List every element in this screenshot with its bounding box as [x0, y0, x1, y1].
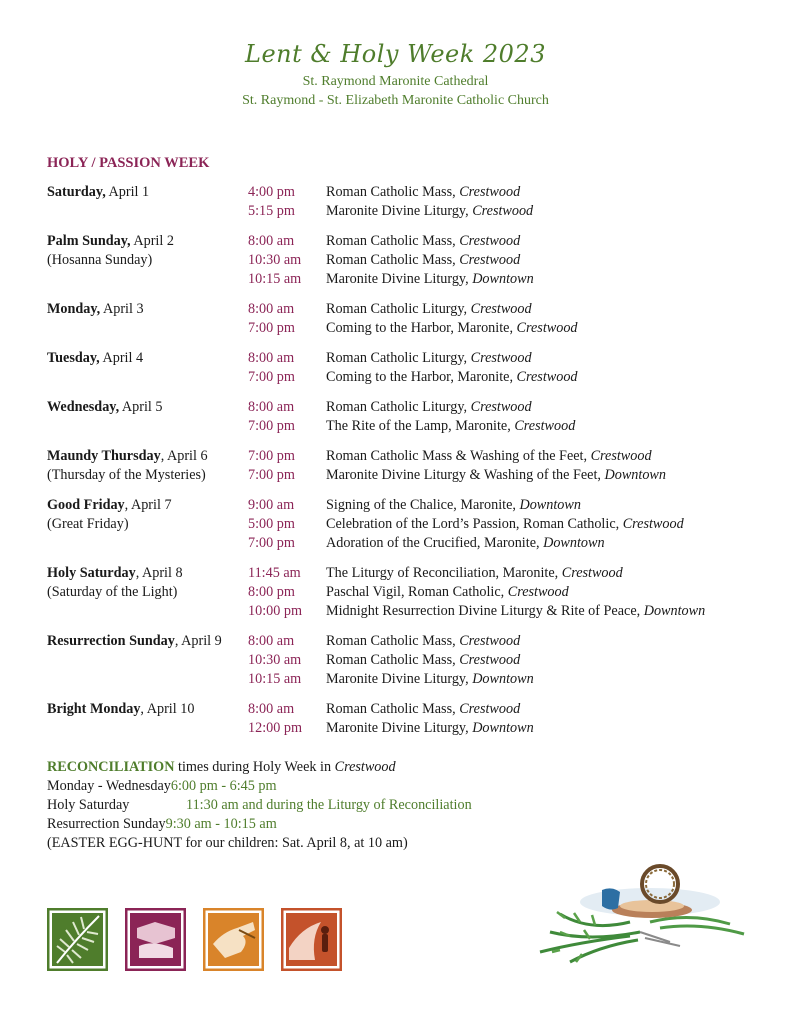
day-subtitle: (Hosanna Sunday)	[47, 252, 153, 268]
event-time: 10:15 am	[248, 271, 302, 287]
event-title: Celebration of the Lord’s Passion, Roman Catholic,	[326, 516, 623, 532]
event-location: Crestwood	[590, 448, 652, 464]
day-cell	[47, 564, 248, 583]
event-row	[47, 564, 767, 583]
day-date: April 2	[130, 233, 174, 249]
event-title: The Rite of the Lamp, Maronite,	[326, 418, 515, 434]
day-block	[47, 398, 767, 436]
event-location: Crestwood	[459, 252, 521, 268]
event-description	[326, 368, 767, 387]
event-location: Crestwood	[514, 418, 576, 434]
day-block	[47, 632, 767, 689]
header	[0, 40, 791, 110]
reconciliation-row-label: Monday - Wednesday	[47, 778, 171, 794]
event-title: Roman Catholic Mass,	[326, 233, 460, 249]
day-cell	[47, 368, 248, 387]
event-location: Crestwood	[472, 203, 534, 219]
day-cell	[47, 398, 248, 417]
day-date: , April 10	[140, 701, 195, 717]
event-row	[47, 670, 767, 689]
reconciliation-heading	[47, 758, 472, 777]
event-time: 12:00 pm	[248, 720, 302, 736]
event-row	[47, 270, 767, 289]
figure-tile-icon	[281, 908, 342, 971]
event-description	[326, 534, 767, 553]
event-row	[47, 534, 767, 553]
event-title: Coming to the Harbor, Maronite,	[326, 369, 517, 385]
day-date: , April 8	[135, 565, 183, 581]
schedule	[47, 183, 767, 749]
day-block	[47, 447, 767, 485]
section-title: HOLY / PASSION WEEK	[47, 155, 210, 171]
page-title: Lent & Holy Week 2023	[245, 40, 546, 68]
event-title: Roman Catholic Mass,	[326, 701, 460, 717]
reconciliation-row	[47, 815, 472, 834]
icon-tiles	[47, 908, 342, 971]
event-title: Roman Catholic Mass,	[326, 633, 460, 649]
day-subtitle: (Great Friday)	[47, 516, 129, 532]
event-title: Signing of the Chalice, Maronite,	[326, 497, 520, 513]
event-row	[47, 251, 767, 270]
event-location: Crestwood	[516, 320, 578, 336]
event-description	[326, 417, 767, 436]
event-title: Roman Catholic Mass,	[326, 184, 460, 200]
event-description	[326, 602, 767, 621]
event-description	[326, 447, 767, 466]
day-date: , April 9	[174, 633, 222, 649]
day-cell	[47, 632, 248, 651]
event-time: 5:00 pm	[248, 516, 295, 532]
event-row	[47, 719, 767, 738]
event-location: Crestwood	[459, 633, 521, 649]
church-name-1: St. Raymond Maronite Cathedral	[302, 74, 489, 89]
church-name-2: St. Raymond - St. Elizabeth Maronite Catholic Church	[242, 93, 549, 108]
reconciliation-row	[47, 777, 472, 796]
event-time: 8:00 am	[248, 350, 295, 366]
event-row	[47, 515, 767, 534]
event-title: Maronite Divine Liturgy & Washing of the Feet,	[326, 467, 605, 483]
day-date: April 4	[99, 350, 144, 366]
event-row	[47, 300, 767, 319]
day-date: , April 6	[160, 448, 208, 464]
day-block	[47, 349, 767, 387]
event-location: Crestwood	[459, 652, 521, 668]
event-row	[47, 183, 767, 202]
event-title: Maronite Divine Liturgy,	[326, 671, 473, 687]
day-block	[47, 232, 767, 289]
event-title: Roman Catholic Mass,	[326, 652, 460, 668]
event-time: 8:00 am	[248, 701, 295, 717]
event-row	[47, 632, 767, 651]
event-title: Maronite Divine Liturgy,	[326, 271, 473, 287]
event-title: Roman Catholic Liturgy,	[326, 350, 471, 366]
tomb-tile-icon	[125, 908, 186, 971]
day-cell	[47, 183, 248, 202]
event-time: 7:00 pm	[248, 418, 295, 434]
day-cell	[47, 670, 248, 689]
event-description	[326, 719, 767, 738]
event-row	[47, 651, 767, 670]
event-title: The Liturgy of Reconciliation, Maronite,	[326, 565, 562, 581]
event-description	[326, 232, 767, 251]
event-row	[47, 349, 767, 368]
event-location: Crestwood	[470, 301, 532, 317]
event-description	[326, 251, 767, 270]
event-row	[47, 496, 767, 515]
day-block	[47, 700, 767, 738]
event-location: Crestwood	[622, 516, 684, 532]
event-location: Downtown	[643, 603, 706, 619]
event-title: Paschal Vigil, Roman Catholic,	[326, 584, 508, 600]
reconciliation-row-value: 6:00 pm - 6:45 pm	[170, 778, 277, 794]
event-description	[326, 349, 767, 368]
event-location: Crestwood	[470, 399, 532, 415]
event-description	[326, 700, 767, 719]
reconciliation-row-label: Holy Saturday	[47, 797, 130, 813]
day-name: Maundy Thursday	[47, 448, 161, 464]
day-name: Bright Monday	[47, 701, 141, 717]
event-title: Roman Catholic Mass & Washing of the Feet,	[326, 448, 591, 464]
event-description	[326, 632, 767, 651]
event-time: 8:00 am	[248, 399, 295, 415]
day-name: Wednesday,	[47, 399, 120, 415]
day-cell	[47, 602, 248, 621]
reconciliation	[47, 758, 472, 853]
event-title: Maronite Divine Liturgy,	[326, 203, 473, 219]
event-description	[326, 651, 767, 670]
day-cell	[47, 300, 248, 319]
event-description	[326, 496, 767, 515]
event-title: Roman Catholic Mass,	[326, 252, 460, 268]
event-title: Adoration of the Crucified, Maronite,	[326, 535, 544, 551]
event-time: 8:00 pm	[248, 584, 295, 600]
day-cell	[47, 319, 248, 338]
event-time: 7:00 pm	[248, 320, 295, 336]
day-subtitle: (Thursday of the Mysteries)	[47, 467, 206, 483]
event-row	[47, 398, 767, 417]
event-location: Downtown	[472, 271, 534, 287]
day-date: , April 7	[124, 497, 172, 513]
reconciliation-row-value: 9:30 am - 10:15 am	[165, 816, 277, 832]
day-block	[47, 496, 767, 553]
event-row	[47, 417, 767, 436]
day-name: Monday,	[47, 301, 101, 317]
event-description	[326, 270, 767, 289]
event-location: Downtown	[519, 497, 581, 513]
reconciliation-row-label: Resurrection Sunday	[47, 816, 166, 832]
event-time: 11:45 am	[248, 565, 301, 581]
day-cell	[47, 417, 248, 436]
event-location: Downtown	[472, 671, 534, 687]
event-location: Crestwood	[561, 565, 623, 581]
day-cell	[47, 270, 248, 289]
event-time: 7:00 pm	[248, 535, 295, 551]
event-row	[47, 368, 767, 387]
event-row	[47, 466, 767, 485]
event-time: 7:00 pm	[248, 448, 295, 464]
event-time: 9:00 am	[248, 497, 295, 513]
event-description	[326, 319, 767, 338]
day-cell	[47, 700, 248, 719]
event-description	[326, 398, 767, 417]
event-location: Downtown	[543, 535, 605, 551]
event-title: Roman Catholic Liturgy,	[326, 301, 471, 317]
day-date: April 3	[100, 301, 144, 317]
event-location: Crestwood	[516, 369, 578, 385]
day-cell	[47, 232, 248, 251]
event-time: 8:00 am	[248, 633, 295, 649]
event-row	[47, 602, 767, 621]
day-cell	[47, 534, 248, 553]
hand-tile-icon	[203, 908, 264, 971]
event-time: 10:15 am	[248, 671, 302, 687]
event-row	[47, 583, 767, 602]
event-location: Downtown	[604, 467, 666, 483]
day-cell	[47, 202, 248, 221]
day-cell	[47, 349, 248, 368]
day-subtitle: (Saturday of the Light)	[47, 584, 178, 600]
event-location: Crestwood	[459, 184, 521, 200]
event-location: Crestwood	[459, 701, 521, 717]
event-row	[47, 447, 767, 466]
event-title: Midnight Resurrection Divine Liturgy & Rite of Peace,	[326, 603, 644, 619]
day-name: Saturday,	[47, 184, 106, 200]
event-description	[326, 564, 767, 583]
day-cell	[47, 651, 248, 670]
event-row	[47, 700, 767, 719]
day-name: Tuesday,	[47, 350, 100, 366]
day-name: Holy Saturday	[47, 565, 136, 581]
day-block	[47, 300, 767, 338]
reconciliation-row	[47, 796, 472, 815]
day-cell	[47, 447, 248, 466]
event-description	[326, 183, 767, 202]
day-name: Good Friday	[47, 497, 125, 513]
reconciliation-heading-location: Crestwood	[334, 759, 396, 775]
event-description	[326, 202, 767, 221]
event-time: 8:00 am	[248, 233, 295, 249]
event-location: Downtown	[472, 720, 534, 736]
event-location: Crestwood	[470, 350, 532, 366]
day-block	[47, 183, 767, 221]
day-date: April 1	[105, 184, 150, 200]
day-date: April 5	[119, 399, 163, 415]
event-time: 5:15 pm	[248, 203, 295, 219]
event-time: 8:00 am	[248, 301, 295, 317]
event-description	[326, 670, 767, 689]
event-location: Crestwood	[507, 584, 569, 600]
event-description	[326, 300, 767, 319]
event-title: Coming to the Harbor, Maronite,	[326, 320, 517, 336]
event-description	[326, 515, 767, 534]
event-description	[326, 583, 767, 602]
event-location: Crestwood	[459, 233, 521, 249]
easter-egg-hunt-note: (EASTER EGG-HUNT for our children: Sat. April 8, at 10 am)	[47, 835, 408, 851]
event-row	[47, 319, 767, 338]
event-description	[326, 466, 767, 485]
day-cell	[47, 496, 248, 515]
event-time: 7:00 pm	[248, 369, 295, 385]
day-name: Resurrection Sunday	[47, 633, 175, 649]
day-cell	[47, 719, 248, 738]
event-row	[47, 202, 767, 221]
reconciliation-heading-title: RECONCILIATION	[47, 759, 175, 775]
reconciliation-row-value: 11:30 am and during the Liturgy of Reconciliation	[186, 797, 472, 813]
event-title: Maronite Divine Liturgy,	[326, 720, 473, 736]
day-name: Palm Sunday,	[47, 233, 131, 249]
event-time: 4:00 pm	[248, 184, 295, 200]
event-time: 10:30 am	[248, 652, 302, 668]
event-row	[47, 232, 767, 251]
day-block	[47, 564, 767, 621]
reconciliation-heading-rest: times during Holy Week in	[174, 759, 335, 775]
event-time: 7:00 pm	[248, 467, 295, 483]
palm-tile-icon	[47, 908, 108, 971]
event-time: 10:30 am	[248, 252, 302, 268]
event-title: Roman Catholic Liturgy,	[326, 399, 471, 415]
chalice-crown-illustration	[520, 862, 750, 982]
event-time: 10:00 pm	[248, 603, 302, 619]
